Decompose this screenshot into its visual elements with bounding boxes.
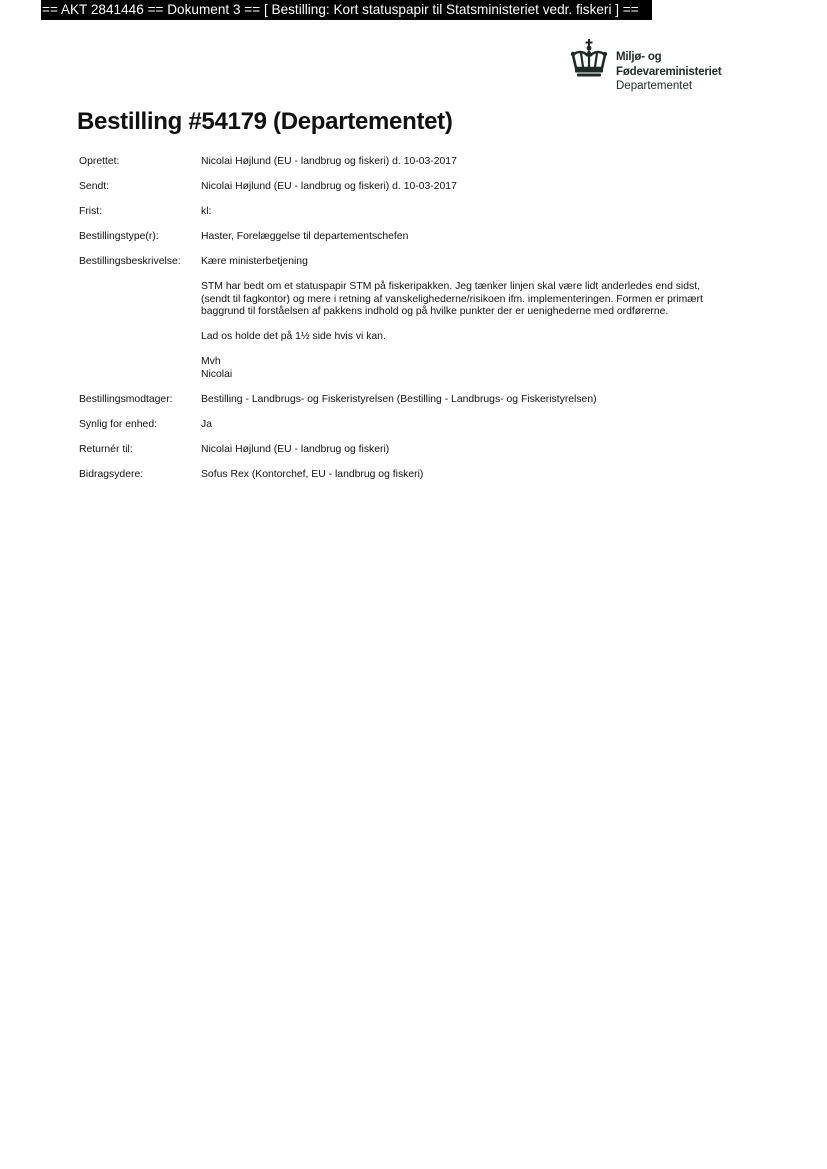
description-line: baggrund til forståelsen af pakkens indhold og på hvilke punkter der er uenighederne med ordførerne.	[201, 306, 669, 317]
field-value: kl:	[201, 206, 212, 217]
description-line: (sendt til fagkontor) og mere i retning af vanskelighederne/risikoen ifm. implementeringen. Formen er primært	[201, 293, 703, 305]
field-label: Oprettet:	[79, 156, 120, 167]
logo-ministry-name-1: Miljø- og	[616, 51, 662, 63]
description-line: Nicolai	[201, 368, 233, 380]
logo-text	[616, 50, 722, 94]
field-label: Frist:	[79, 206, 103, 217]
description-line: Mvh	[201, 356, 221, 367]
logo-department: Departementet	[616, 80, 693, 92]
field-label: Bestillingstype(r):	[79, 231, 159, 242]
field-value: Bestilling - Landbrugs- og Fiskeristyrelsen (Bestilling - Landbrugs- og Fiskeristyrelsen)	[201, 394, 597, 405]
description-paragraph-1	[201, 281, 741, 319]
field-value: Nicolai Højlund (EU - landbrug og fiskeri) d. 10-03-2017	[201, 181, 457, 192]
field-value: Nicolai Højlund (EU - landbrug og fiskeri)	[201, 444, 390, 455]
description-greeting: Kære ministerbetjening	[201, 256, 308, 267]
description-line: Lad os holde det på 1½ side hvis vi kan.	[201, 331, 386, 342]
field-label: Synlig for enhed:	[79, 419, 157, 430]
crown-icon	[568, 38, 610, 80]
logo-ministry-name-2: Fødevareministeriet	[616, 65, 722, 78]
field-label: Sendt:	[79, 181, 110, 192]
field-label: Returnér til:	[79, 444, 133, 455]
field-label: Bidragsydere:	[79, 469, 144, 480]
field-value: Sofus Rex (Kontorchef, EU - landbrug og fiskeri)	[201, 469, 424, 480]
field-value: Ja	[201, 419, 212, 430]
field-label: Bestillingsbeskrivelse:	[79, 256, 181, 267]
document-header-banner: == AKT 2841446 == Dokument 3 == [ Bestilling: Kort statuspapir til Statsministeriet vedr. fiskeri ] ==	[41, 0, 652, 20]
ministry-logo	[568, 38, 738, 96]
page-title: Bestilling #54179 (Departementet)	[77, 108, 453, 135]
description-closing	[201, 356, 741, 381]
field-value: Nicolai Højlund (EU - landbrug og fiskeri) d. 10-03-2017	[201, 156, 457, 167]
field-label: Bestillingsmodtager:	[79, 394, 173, 405]
field-value: Haster, Forelæggelse til departementschefen	[201, 231, 409, 242]
description-paragraph-2	[201, 331, 741, 344]
description-line: STM har bedt om et statuspapir STM på fiskeripakken. Jeg tænker linjen skal være lidt anderledes end sidst,	[201, 281, 700, 292]
